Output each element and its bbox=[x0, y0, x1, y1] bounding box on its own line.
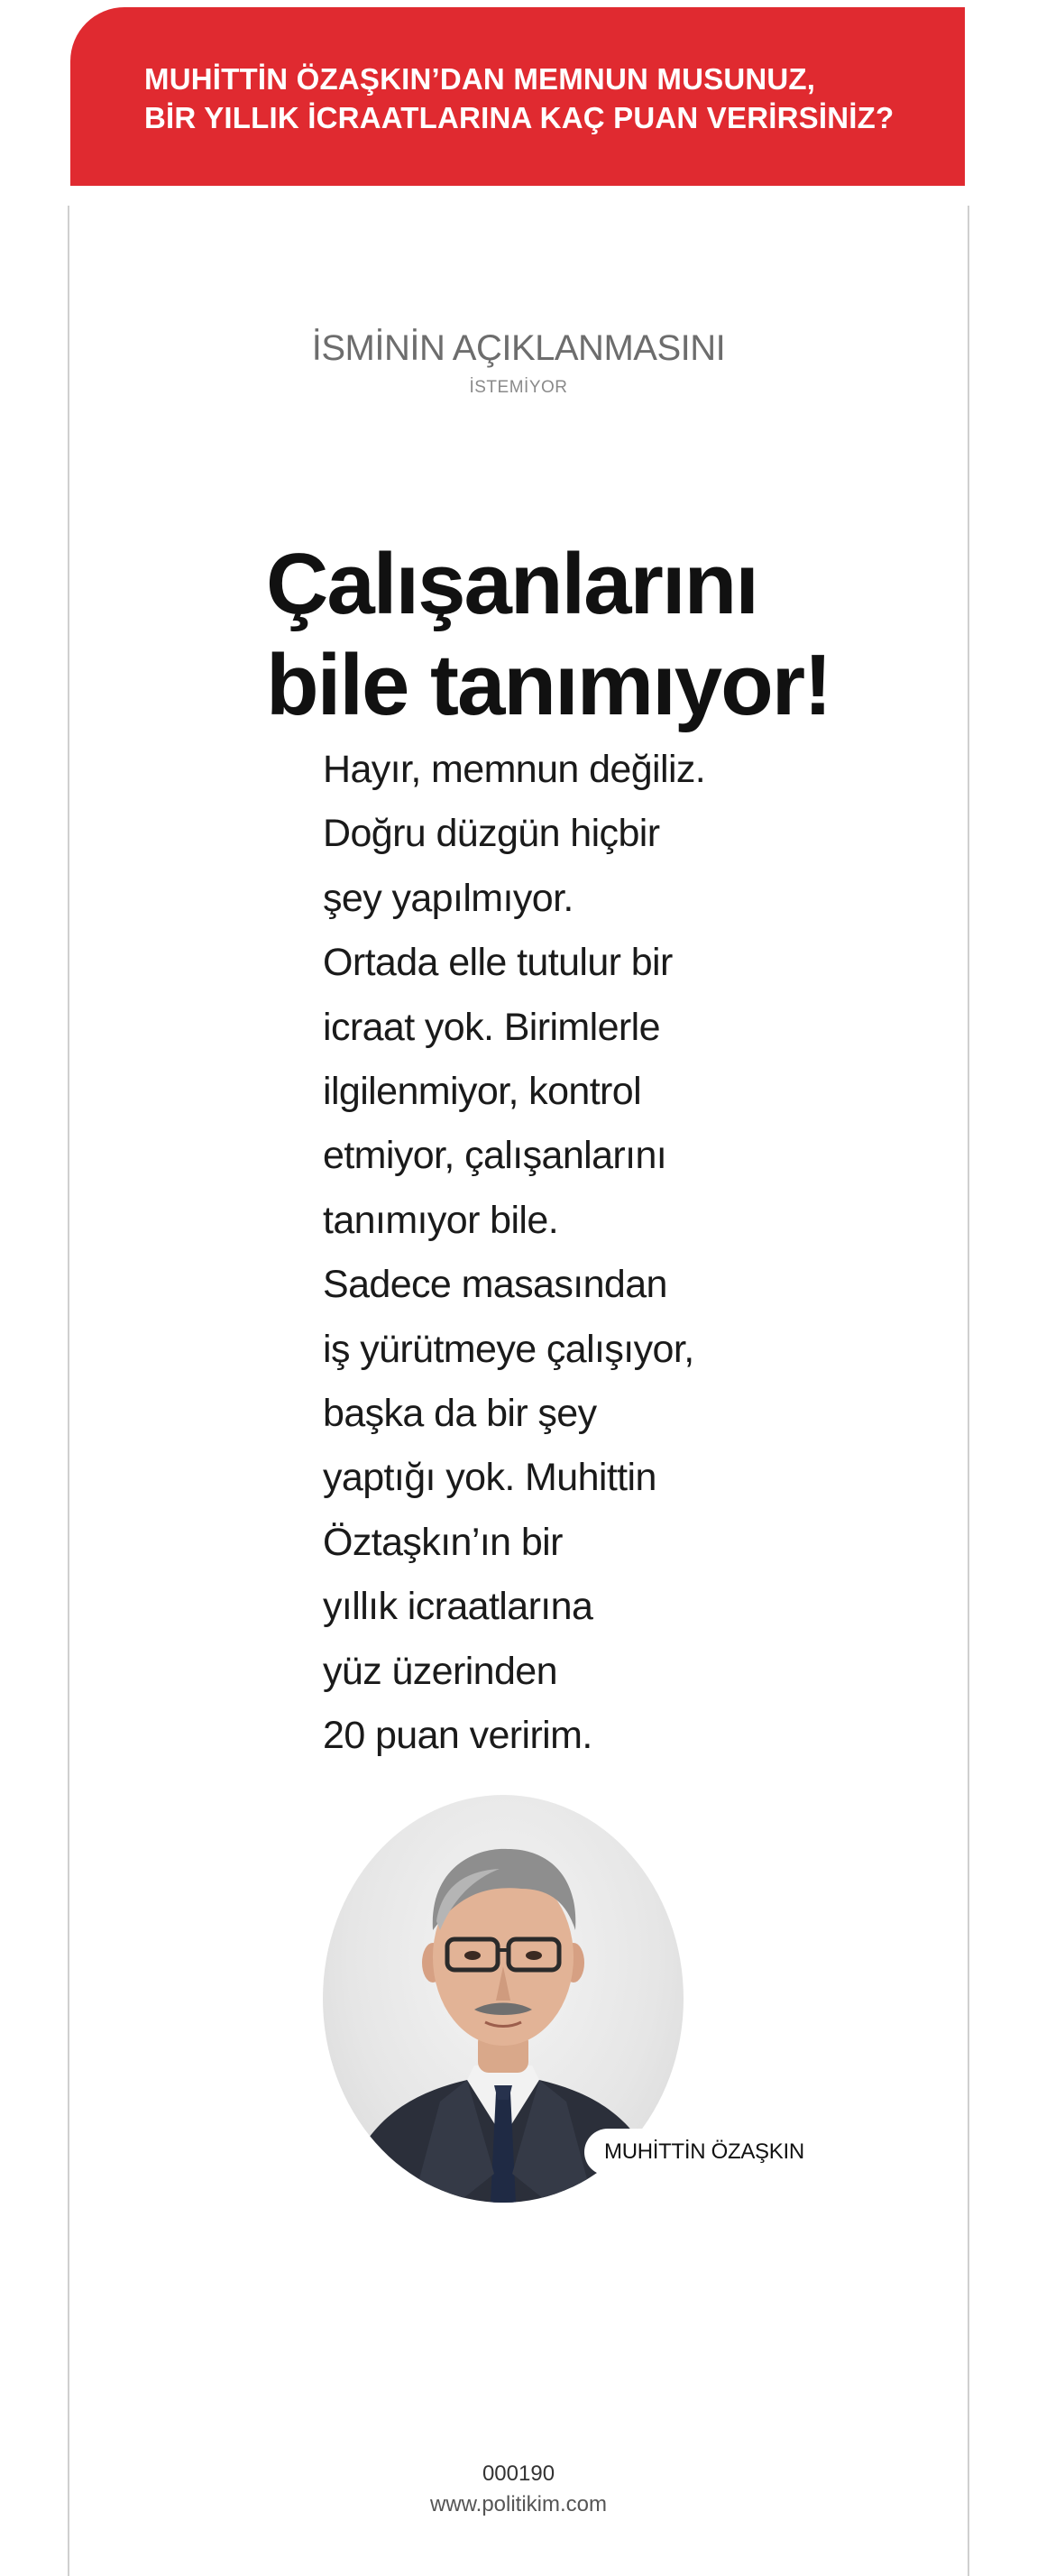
quote-line: 20 puan veririm. bbox=[323, 1714, 592, 1758]
quote-line: Hayır, memnun değiliz. bbox=[323, 748, 706, 791]
header-question-line-1: MUHİTTİN ÖZAŞKIN’DAN MEMNUN MUSUNUZ, bbox=[144, 62, 816, 96]
quote-line: Ortada elle tutulur bir bbox=[323, 941, 673, 985]
card-border-right bbox=[968, 206, 969, 2576]
card-border-left bbox=[68, 206, 69, 2576]
quote-body bbox=[323, 738, 792, 1769]
respondent-name: İSMİNİN AÇIKLANMASINI bbox=[311, 328, 726, 368]
quote-line: yüz üzerinden bbox=[323, 1649, 557, 1693]
quote-line: Sadece masasından bbox=[323, 1263, 667, 1307]
footer-url[interactable]: www.politikim.com bbox=[429, 2492, 608, 2516]
quote-line: iş yürütmeye çalışıyor, bbox=[323, 1327, 694, 1371]
photo-caption: MUHİTTİN ÖZAŞKIN bbox=[584, 2129, 821, 2176]
quote-line: icraat yok. Birimlerle bbox=[323, 1005, 660, 1049]
headline bbox=[266, 534, 951, 736]
quote-line: başka da bir şey bbox=[323, 1392, 597, 1436]
quote-line: yıllık icraatlarına bbox=[323, 1585, 593, 1629]
quote-line: Doğru düzgün hiçbir bbox=[323, 812, 660, 856]
headline-line-1: Çalışanlarını bbox=[266, 536, 757, 632]
quote-line: şey yapılmıyor. bbox=[323, 876, 574, 920]
respondent-subtitle: İSTEMİYOR bbox=[469, 378, 568, 397]
quote-line: ilgilenmiyor, kontrol bbox=[323, 1070, 642, 1114]
quote-line: etmiyor, çalışanlarını bbox=[323, 1134, 667, 1178]
header-banner bbox=[70, 7, 965, 186]
footer-code: 000190 bbox=[482, 2461, 555, 2486]
quote-line: tanımıyor bile. bbox=[323, 1198, 559, 1242]
quote-line: Öztaşkın’ın bir bbox=[323, 1520, 563, 1564]
header-question-line-2: BİR YILLIK İCRAATLARINA KAÇ PUAN VERİRSİNİZ? bbox=[144, 101, 895, 134]
quote-line: yaptığı yok. Muhittin bbox=[323, 1456, 656, 1500]
headline-line-2: bile tanımıyor! bbox=[266, 637, 831, 733]
